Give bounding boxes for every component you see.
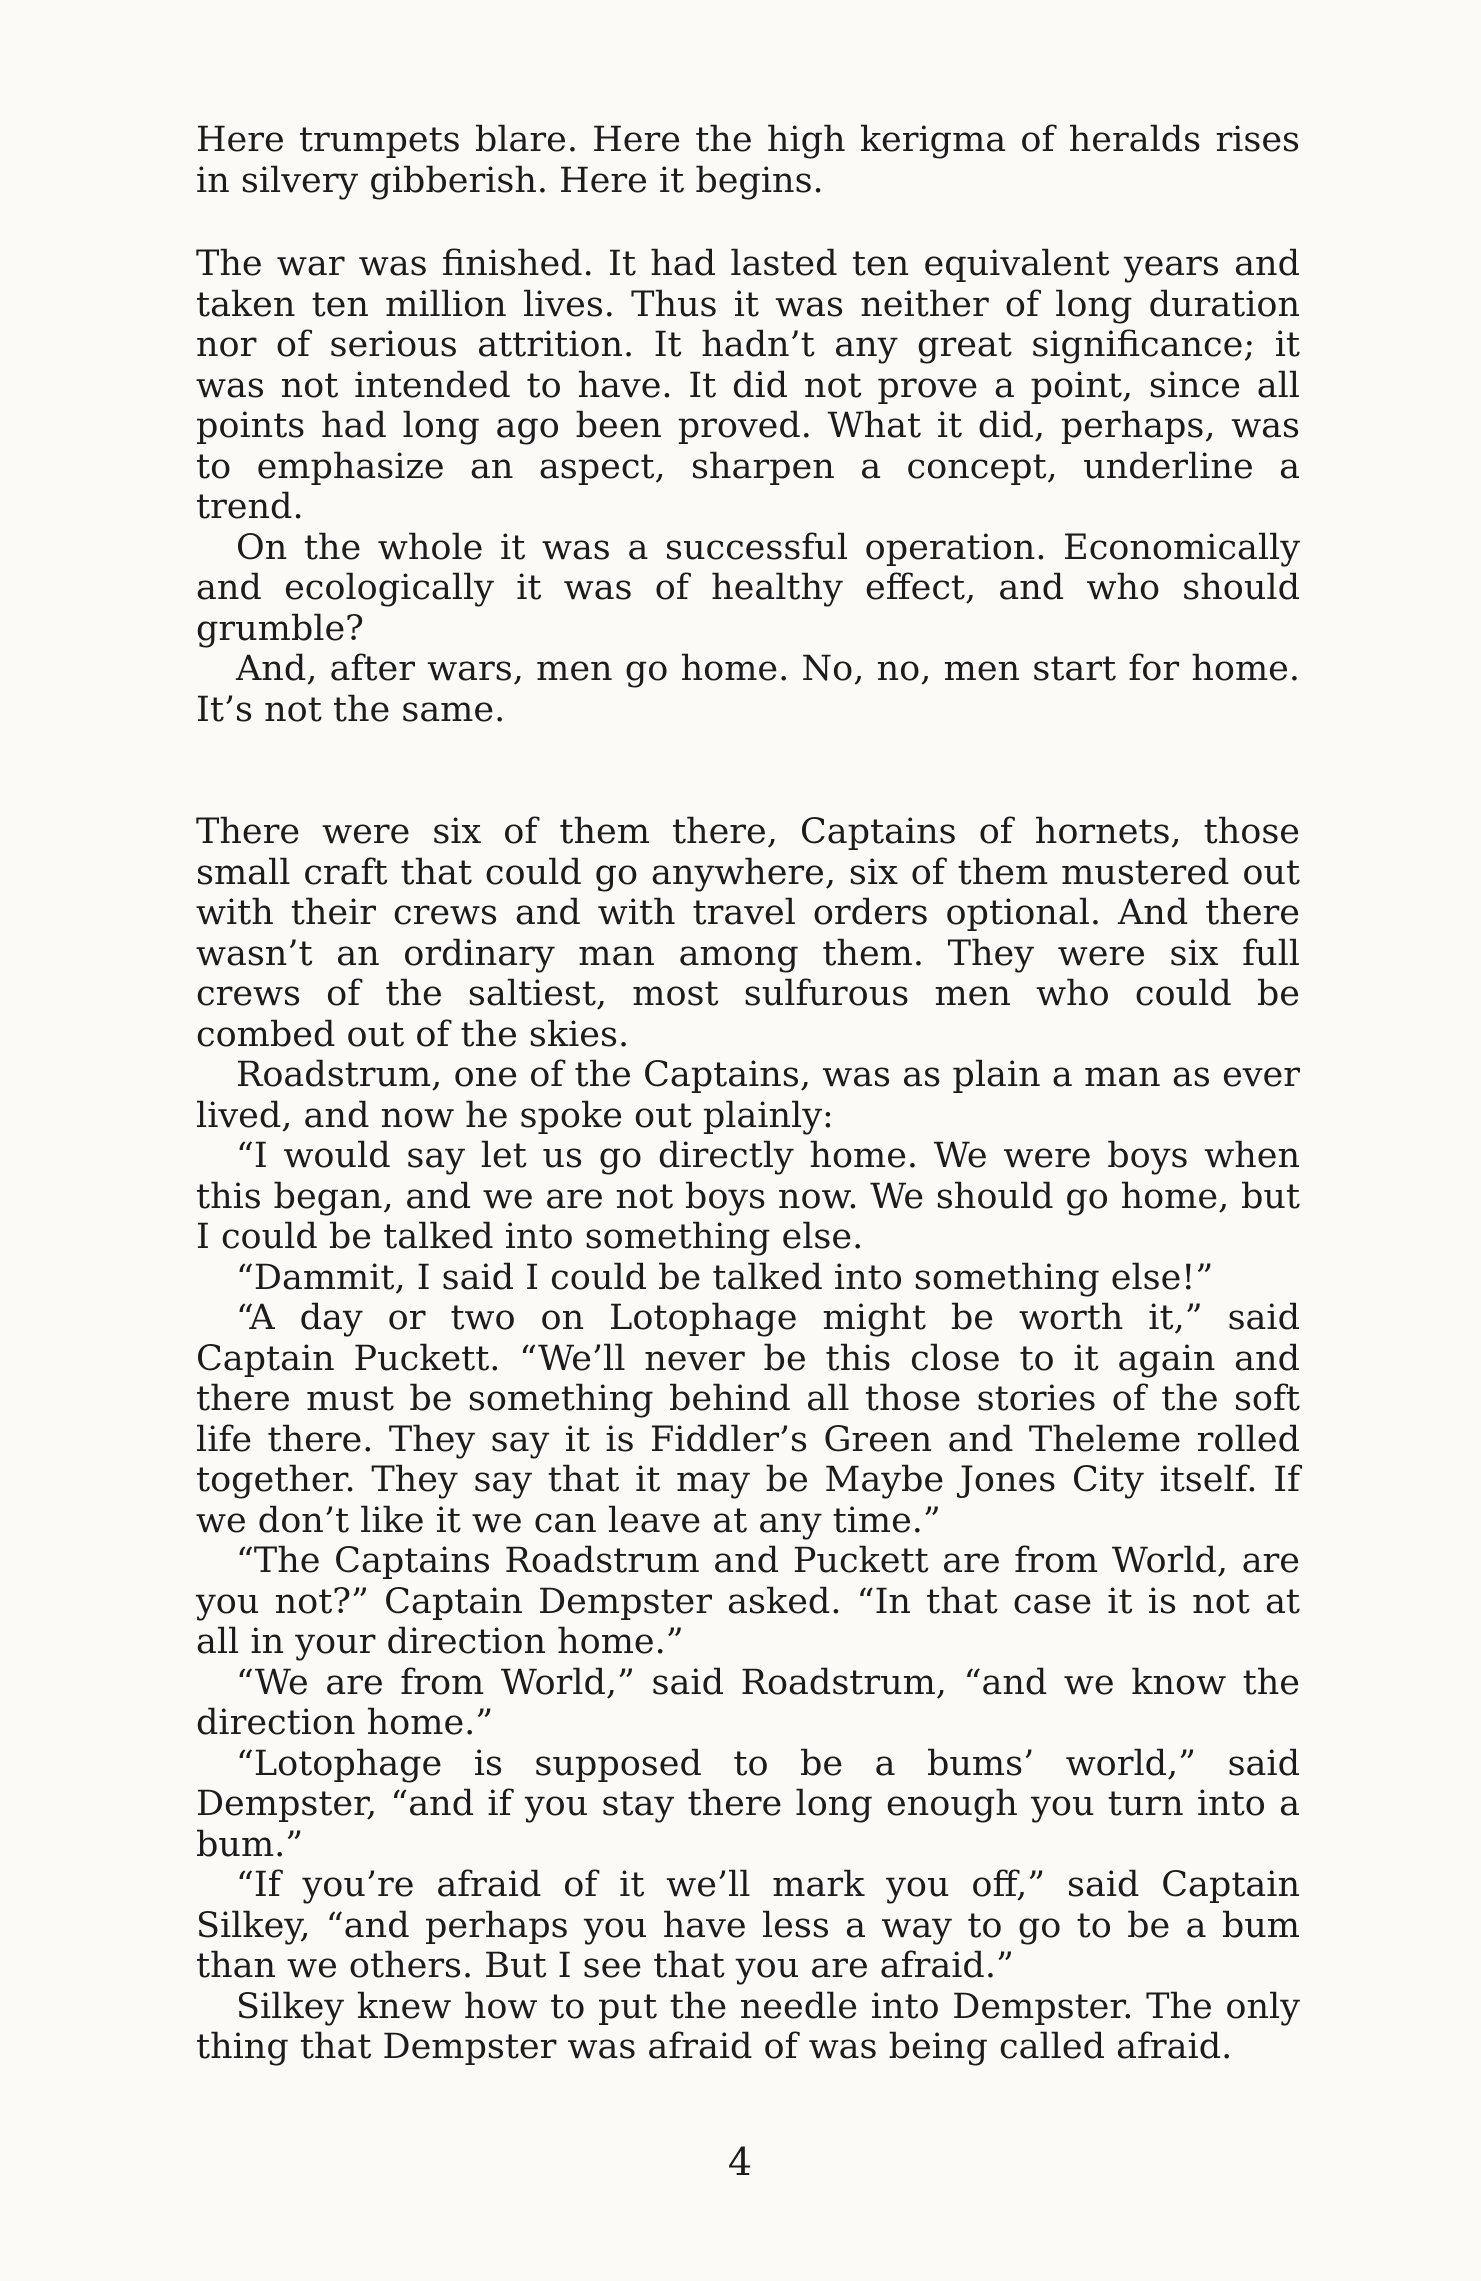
paragraph: “We are from World,” said Roadstrum, “and we know the direction home.”: [196, 1662, 1300, 1743]
paragraph: “If you’re afraid of it we’ll mark you off,” said Captain Silkey, “and perhaps you have less a way to go to be a bum than we others. But I see that you are afraid.”: [196, 1865, 1300, 1986]
paragraph: Roadstrum, one of the Captains, was as plain a man as ever lived, and now he spoke out plainly:: [196, 1055, 1300, 1136]
paragraph: The war was finished. It had lasted ten equivalent years and taken ten million lives. Thus it was neither of long duration nor of serious attrition. It hadn’t any great significance; it was not intended to have. It did not prove a point, since all points had long ago been proved. What it did, perhaps, was to emphasize an aspect, sharpen a concept, underline a trend.: [196, 244, 1300, 527]
war-section: [196, 244, 1300, 730]
paragraph: There were six of them there, Captains of hornets, those small craft that could go anywhere, six of them mustered out with their crews and with travel orders optional. And there wasn’t an ordinary man among them. They were six full crews of the saltiest, most sulfurous men who could be combed out of the skies.: [196, 812, 1300, 1055]
paragraph: “A day or two on Lotophage might be worth it,” said Captain Puckett. “We’ll never be this close to it again and there must be something behind all those stories of the soft life there. They say it is Fiddler’s Green and Theleme rolled together. They say that it may be Maybe Jones City itself. If we don’t like it we can leave at any time.”: [196, 1298, 1300, 1541]
opening-paragraph: [196, 120, 1300, 201]
paragraph: “The Captains Roadstrum and Puckett are from World, are you not?” Captain Dempster asked. “In that case it is not at all in your direction home.”: [196, 1541, 1300, 1662]
page-number: 4: [727, 2140, 753, 2184]
paragraph: “I would say let us go directly home. We were boys when this began, and we are not boys now. We should go home, but I could be talked into something else.: [196, 1136, 1300, 1257]
paragraph: “Lotophage is supposed to be a bums’ world,” said Dempster, “and if you stay there long enough you turn into a bum.”: [196, 1743, 1300, 1865]
paragraph: Here trumpets blare. Here the high kerigma of heralds rises in silvery gibberish. Here it begins.: [196, 120, 1300, 201]
captains-section: [196, 812, 1300, 2068]
paragraph: On the whole it was a successful operation. Economically and ecologically it was of healthy effect, and who should grumble?: [196, 527, 1300, 649]
paragraph: Silkey knew how to put the needle into Dempster. The only thing that Dempster was afraid of was being called afraid.: [196, 1986, 1300, 2067]
paragraph: And, after wars, men go home. No, no, men start for home. It’s not the same.: [196, 649, 1300, 730]
paragraph: “Dammit, I said I could be talked into something else!”: [236, 1257, 1214, 1298]
